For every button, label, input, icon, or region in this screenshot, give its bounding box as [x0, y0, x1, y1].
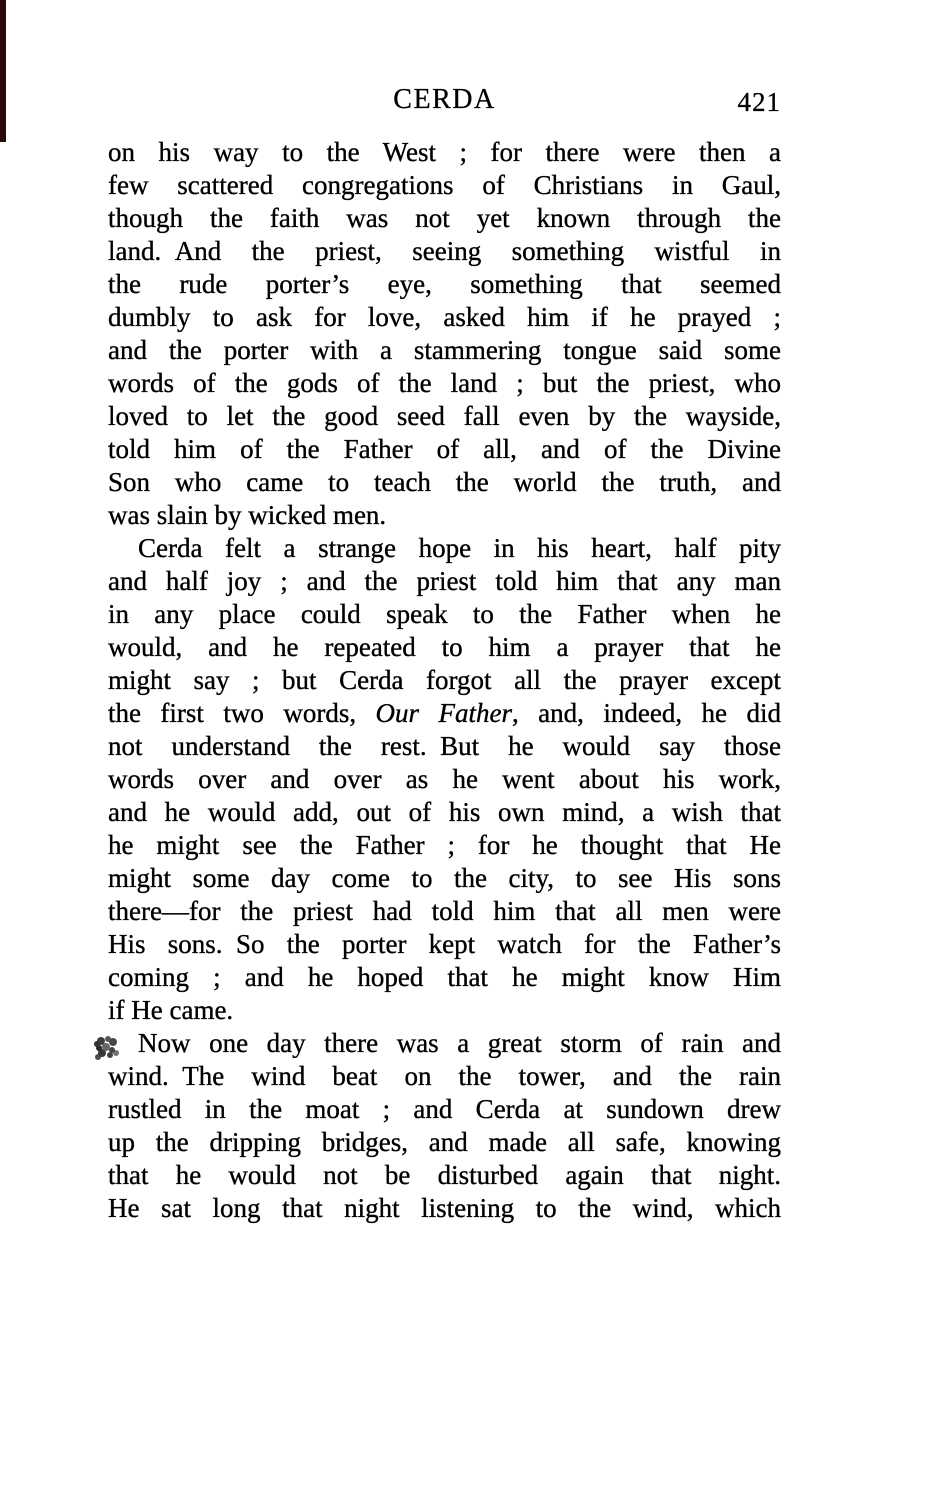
text-line [108, 895, 781, 928]
text-run: wind. The wind beat on the tower, and the rain [108, 1061, 781, 1091]
text-run: on his way to the West ; for there were then a [108, 137, 781, 167]
text-line [108, 730, 781, 763]
text-run: rustled in the moat ; and Cerda at sundown drew [108, 1094, 781, 1124]
text-line [108, 367, 781, 400]
text-run: words of the gods of the land ; but the priest, who [108, 368, 781, 398]
text-line [108, 334, 781, 367]
text-line [108, 796, 781, 829]
text-line [108, 235, 781, 268]
text-line [108, 664, 781, 697]
text-line [108, 763, 781, 796]
text-run: there—for the priest had told him that all men were [108, 896, 781, 926]
text-run: land. And the priest, seeing something wistful in [108, 236, 781, 266]
text-line [108, 862, 781, 895]
text-line [108, 1126, 781, 1159]
text-line [108, 499, 781, 532]
page-number: 421 [737, 87, 781, 117]
text-run: and the porter with a stammering tongue said some [108, 335, 781, 365]
scan-edge-bar [0, 0, 6, 142]
text-run: might say ; but Cerda forgot all the prayer except [108, 665, 781, 695]
text-line [108, 598, 781, 631]
text-line [108, 1093, 781, 1126]
text-line [108, 961, 781, 994]
text-line [108, 400, 781, 433]
text-run: words over and over as he went about his work, [108, 764, 781, 794]
text-line [108, 928, 781, 961]
text-run: Son who came to teach the world the truth, and [108, 467, 781, 497]
text-run: the rude porter’s eye, something that seemed [108, 269, 781, 299]
text-line [108, 466, 781, 499]
text-line [108, 829, 781, 862]
text-line [108, 136, 781, 169]
paragraph [108, 136, 781, 532]
paragraph [108, 1027, 781, 1225]
text-run: in any place could speak to the Father when he [108, 599, 781, 629]
text-run: might some day come to the city, to see His sons [108, 863, 781, 893]
text-line [108, 202, 781, 235]
running-header [108, 84, 781, 118]
text-line [108, 1027, 781, 1060]
text-line [108, 268, 781, 301]
text-run: though the faith was not yet known through the [108, 203, 781, 233]
text-run: the first two words, [108, 698, 376, 728]
text-run: he might see the Father ; for he thought that He [108, 830, 781, 860]
text-line [108, 301, 781, 334]
body-text [108, 136, 781, 1225]
text-line [108, 994, 781, 1027]
text-run: Now one day there was a great storm of rain and [138, 1028, 781, 1058]
chapter-title: CERDA [393, 84, 496, 115]
text-line [108, 1159, 781, 1192]
text-line [108, 532, 781, 565]
italic-text-run: Our Father [375, 698, 512, 728]
text-line [108, 1192, 781, 1225]
text-run: His sons. So the porter kept watch for the Father’s [108, 929, 781, 959]
text-line [108, 565, 781, 598]
text-run: coming ; and he hoped that he might know Him [108, 962, 781, 992]
text-run: dumbly to ask for love, asked him if he prayed ; [108, 302, 781, 332]
text-line [108, 433, 781, 466]
text-run: would, and he repeated to him a prayer that he [108, 632, 781, 662]
text-run: He sat long that night listening to the wind, which [108, 1193, 781, 1223]
text-run: was slain by wicked men. [108, 500, 387, 530]
text-run: and half joy ; and the priest told him that any man [108, 566, 781, 596]
ink-smudge-artifact [94, 1041, 100, 1047]
text-run: if He came. [108, 995, 234, 1025]
text-run: few scattered congregations of Christians in Gaul, [108, 170, 781, 200]
text-line [108, 631, 781, 664]
text-run: Cerda felt a strange hope in his heart, half pity [138, 533, 781, 563]
text-run: told him of the Father of all, and of the Divine [108, 434, 781, 464]
text-run: loved to let the good seed fall even by the wayside, [108, 401, 781, 431]
text-run: up the dripping bridges, and made all safe, knowing [108, 1127, 781, 1157]
paragraph [108, 532, 781, 1027]
text-line [108, 1060, 781, 1093]
text-run: that he would not be disturbed again that night. [108, 1160, 781, 1190]
text-run: , and, indeed, he did [511, 698, 781, 728]
text-run: not understand the rest. But he would say those [108, 731, 781, 761]
text-line [108, 169, 781, 202]
text-run: and he would add, out of his own mind, a wish that [108, 797, 781, 827]
text-line [108, 697, 781, 730]
